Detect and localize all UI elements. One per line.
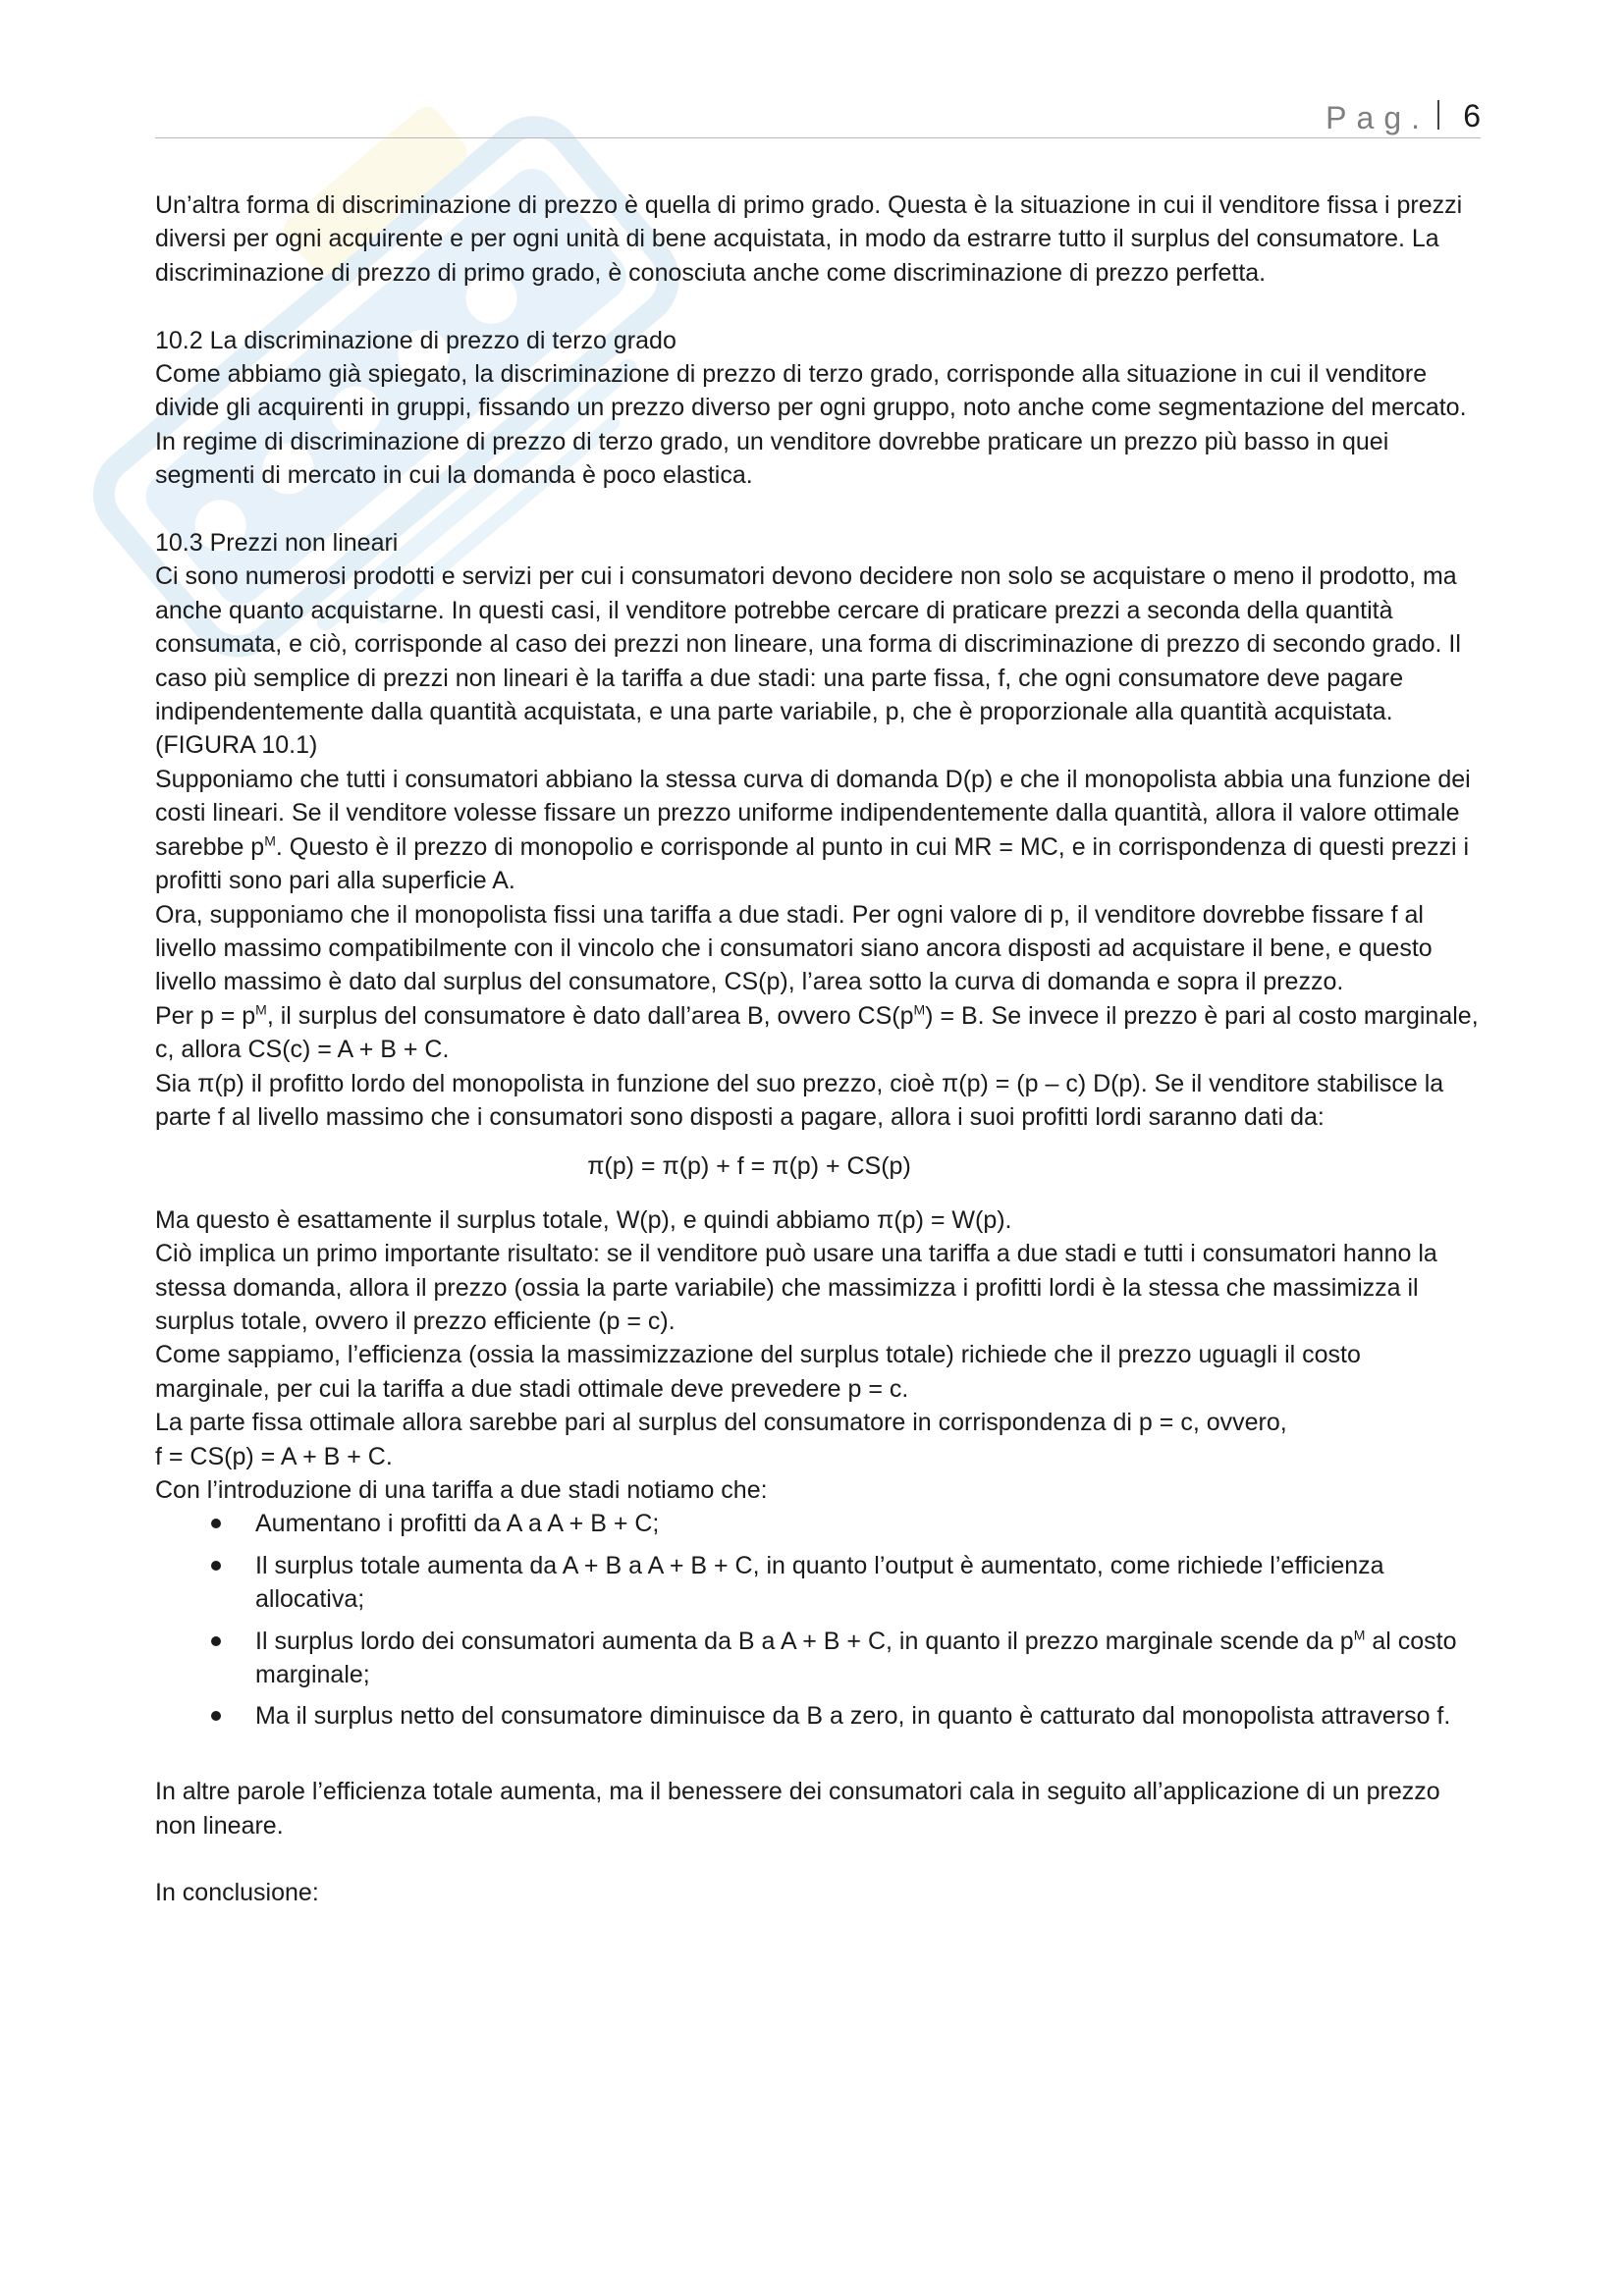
superscript: M: [255, 1001, 267, 1018]
list-item-text: al costo marginale;: [255, 1627, 1457, 1689]
paragraph: [155, 999, 1481, 1067]
list-item: [155, 1507, 1481, 1540]
paragraph: Un’altra forma di discriminazione di prezzo è quella di primo grado. Questa è la situazione in cui il venditore fissa i prezzi diversi per ogni acquirente e per ogni unità di bene acquistata, in modo da estrarre tutto il surplus del consumatore. La discriminazione di prezzo di primo grado, è conosciuta anche come discriminazione di prezzo perfetta.: [155, 191, 1463, 287]
list-item: [155, 1699, 1481, 1733]
text-run: . Questo è il prezzo di monopolio e corrisponde al punto in cui MR = MC, e in corrispondenza di questi prezzi i profitti sono pari alla superficie A.: [155, 832, 1470, 895]
paragraph: In altre parole l’efficienza totale aumenta, ma il benessere dei consumatori cala in seguito all’applicazione di un prezzo non lineare.: [155, 1778, 1440, 1840]
paragraph: f = CS(p) = A + B + C.: [155, 1442, 393, 1470]
list-item: [155, 1549, 1481, 1617]
bullet-icon: [211, 1561, 221, 1571]
page-number: 6: [1463, 98, 1481, 133]
page-label: Pag.: [1325, 100, 1430, 135]
paragraph: Ciò implica un primo importante risultato: se il venditore può usare una tariffa a due stadi e tutti i consumatori hanno la stessa domanda, allora il prezzo (ossia la parte variabile) che massimizza i profitti lordi è la stessa che massimizza il surplus totale, ovvero il prezzo efficiente (p = c).: [155, 1240, 1437, 1335]
text-run: Supponiamo che tutti i consumatori abbiano la stessa curva di domanda D(p) e che il monopolista abbia una funzione dei costi lineari. Se il venditore volesse fissare un prezzo uniforme indipendentemente dalla quantità, allora il valore ottimale sarebbe p: [155, 765, 1471, 861]
bullet-icon: [211, 1711, 221, 1721]
paragraph: La parte fissa ottimale allora sarebbe pari al surplus del consumatore in corrispondenza di p = c, ovvero,: [155, 1409, 1287, 1437]
paragraph: Ma questo è esattamente il surplus totale, W(p), e quindi abbiamo π(p) = W(p).: [155, 1205, 1012, 1234]
superscript: M: [913, 1001, 926, 1018]
paragraph: [155, 763, 1481, 898]
paragraph: Con l’introduzione di una tariffa a due stadi notiamo che:: [155, 1476, 768, 1504]
text-run: , il surplus del consumatore è dato dall’area B, ovvero CS(p: [266, 1001, 914, 1030]
paragraph: Come abbiamo già spiegato, la discriminazione di prezzo di terzo grado, corrisponde alla situazione in cui il venditore divide gli acquirenti in gruppi, fissando un prezzo diverso per ogni gruppo, noto anche come segmentazione del mercato.: [155, 360, 1467, 422]
document-body: [155, 188, 1481, 1910]
paragraph: Sia π(p) il profitto lordo del monopolista in funzione del suo prezzo, cioè π(p) = (p – c) D(p). Se il venditore stabilisce la parte f al livello massimo che i consumatori sono disposti a pagare, allora i suoi profitti lordi saranno dati da:: [155, 1069, 1444, 1131]
list-item-text: Ma il surplus netto del consumatore diminuisce da B a zero, in quanto è catturato dal monopolista attraverso f.: [255, 1702, 1451, 1731]
list-item: [155, 1625, 1481, 1692]
paragraph: Ora, supponiamo che il monopolista fissi una tariffa a due stadi. Per ogni valore di p, il venditore dovrebbe fissare f al livello massimo compatibilmente con il vincolo che i consumatori siano ancora disposti ad acquistare il bene, e questo livello massimo è dato dal surplus del consumatore, CS(p), l’area sotto la curva di domanda e sopra il prezzo.: [155, 900, 1433, 996]
page-header: [155, 94, 1481, 138]
section-heading: 10.3 Prezzi non lineari: [155, 529, 399, 558]
text-run: Per p = p: [155, 1001, 256, 1030]
formula: π(p) = π(p) + f = π(p) + CS(p): [587, 1152, 911, 1181]
section-heading: 10.2 La discriminazione di prezzo di terzo grado: [155, 326, 676, 354]
bullet-icon: [211, 1519, 221, 1528]
paragraph: Come sappiamo, l’efficienza (ossia la massimizzazione del surplus totale) richiede che il prezzo uguagli il costo marginale, per cui la tariffa a due stadi ottimale deve prevedere p = c.: [155, 1341, 1361, 1403]
list-item-text: Aumentano i profitti da A a A + B + C;: [255, 1510, 660, 1538]
text-run: ) = B. Se invece il prezzo è pari al costo marginale, c, allora CS(c) = A + B + C.: [155, 1001, 1479, 1064]
bullet-list: [155, 1507, 1481, 1733]
paragraph: Ci sono numerosi prodotti e servizi per cui i consumatori devono decidere non solo se acquistare o meno il prodotto, ma anche quanto acquistarne. In questi casi, il venditore potrebbe cercare di praticare prezzi a seconda della quantità consumata, e ciò, corrisponde al caso dei prezzi non lineare, una forma di discriminazione di prezzo di secondo grado. Il caso più semplice di prezzi non lineari è la tariffa a due stadi: una parte fissa, f, che ogni consumatore deve pagare indipendentemente dalla quantità acquistata, e una parte variabile, p, che è proporzionale alla quantità acquistata.: [155, 562, 1461, 726]
bullet-icon: [211, 1636, 221, 1646]
list-item-text: Il surplus lordo dei consumatori aumenta da B a A + B + C, in quanto il prezzo marginale scende da p: [255, 1627, 1354, 1655]
superscript: M: [264, 832, 276, 849]
paragraph: In regime di discriminazione di prezzo di terzo grado, un venditore dovrebbe praticare un prezzo più basso in quei segmenti di mercato in cui la domanda è poco elastica.: [155, 427, 1389, 490]
superscript: M: [1353, 1627, 1366, 1643]
figure-reference: (FIGURA 10.1): [155, 731, 318, 760]
paragraph: In conclusione:: [155, 1879, 319, 1907]
list-item-text: Il surplus totale aumenta da A + B a A + B + C, in quanto l’output è aumentato, come richiede l’efficienza allocativa;: [255, 1551, 1384, 1614]
page-separator: [1437, 100, 1439, 130]
